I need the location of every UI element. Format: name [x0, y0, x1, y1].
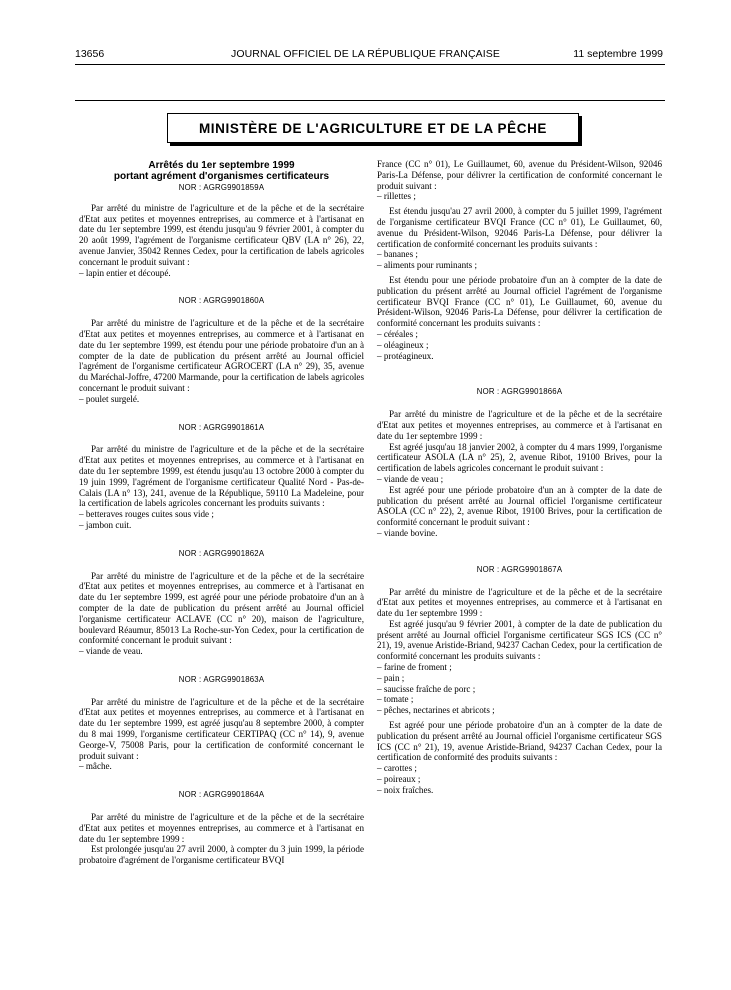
arrete-paragraph: Par arrêté du ministre de l'agriculture et de la pêche et de la secrétaire d'Etat aux petites et moyennes entreprises, au commerce et à l'artisanat en date du 1er septembre 1999 :: [79, 812, 364, 844]
arrete-paragraph: Est agréé jusqu'au 18 janvier 2002, à compter du 4 mars 1999, l'organisme certificateur ASOLA (LA n° 25), 2, avenue Ribot, 19100 Brives, pour la certification de labels agricoles concernant le produit suivant :: [377, 441, 662, 474]
arrete-paragraph: Par arrêté du ministre de l'agriculture et de la pêche et de la secrétaire d'Etat aux petites et moyennes entreprises, au commerce et à l'artisanat en date du 1er septembre 1999, est étendu jusqu'au 9 février 2001, à compter du 20 août 1999, l'agrément de l'organisme certificateur QBV (LA n° 26), 22, avenue Janvier, 35042 Rennes Cedex, pour la certification de labels agricoles concernant le produit suivant :: [79, 202, 364, 267]
product-item: – mâche.: [79, 761, 364, 772]
product-item: – viande de veau.: [79, 646, 364, 657]
nor-reference: NOR : AGRG9901860A: [178, 296, 265, 306]
arrete-paragraph: Par arrêté du ministre de l'agriculture et de la pêche et de la secrétaire d'Etat aux petites et moyennes entreprises, au commerce et à l'artisanat en date du 1er septembre 1999, est étendu jusqu'au 13 octobre 2000 à compter du 19 juin 1999, l'agrément de l'organisme certificateur Qualité Nord - Pas-de-Calais (LA n° 13), 241, avenue de la République, 59110 La Madeleine, pour la certification de labels agricoles concernant les produits suivants :: [79, 444, 364, 509]
arrete-paragraph: Par arrêté du ministre de l'agriculture et de la pêche et de la secrétaire d'Etat aux petites et moyennes entreprises, au commerce et à l'artisanat en date du 1er septembre 1999 :: [377, 409, 662, 441]
product-item: – bananes ;: [377, 249, 662, 260]
left-column: [79, 160, 364, 866]
product-item: – poulet surgelé.: [79, 394, 364, 405]
arrete-paragraph: Par arrêté du ministre de l'agriculture et de la pêche et de la secrétaire d'Etat aux petites et moyennes entreprises, au commerce et à l'artisanat en date du 1er septembre 1999, est étendu pour une période probatoire d'un an à compter de la date de publication du présent arrêté au Journal officiel l'agrément de l'organisme certificateur AGROCERT (LA n° 29), 35, avenue du Maréchal-Joffre, 47200 Marmande, pour la certification de labels agricoles concernant le produit suivant :: [79, 318, 364, 393]
journal-title: JOURNAL OFFICIEL DE LA RÉPUBLIQUE FRANÇAISE: [231, 48, 500, 60]
nor-reference: NOR : AGRG9901867A: [476, 564, 563, 574]
product-item: – protéagineux.: [377, 351, 662, 362]
product-item: – aliments pour ruminants ;: [377, 260, 662, 271]
product-item: – pêches, nectarines et abricots ;: [377, 705, 662, 716]
arretes-title-line2: portant agrément d'organismes certificateurs: [113, 171, 330, 182]
issue-date: 11 septembre 1999: [573, 48, 663, 60]
arrete-paragraph: France (CC n° 01), Le Guillaumet, 60, avenue du Président-Wilson, 92046 Paris-La Défense, pour délivrer la certification de conformité concernant le produit suivant :: [377, 159, 662, 191]
product-item: – tomate ;: [377, 694, 662, 705]
product-item: – poireaux ;: [377, 774, 662, 785]
nor-reference: NOR : AGRG9901866A: [476, 387, 563, 397]
product-item: – rillettes ;: [377, 191, 662, 202]
product-item: – betteraves rouges cuites sous vide ;: [79, 509, 364, 520]
ministry-heading: MINISTÈRE DE L'AGRICULTURE ET DE LA PÊCHE: [167, 113, 579, 143]
arrete-paragraph: Est étendu jusqu'au 27 avril 2000, à compter du 5 juillet 1999, l'agrément de l'organisme certificateur BVQI France (CC n° 01), Le Guillaumet, 60, avenue du Président-Wilson, 92046 Paris-La Défense, pour délivrer la certification de conformité concernant les produits suivants :: [377, 206, 662, 249]
arretes-title-line1: Arrêtés du 1er septembre 1999: [148, 160, 295, 171]
arrete-paragraph: Est agréé jusqu'au 9 février 2001, à compter de la date de publication du présent arrêté au Journal officiel l'organisme certificateur SGS ICS (CC n° 21), 19, avenue Aristide-Briand, 94237 Cachan Cedex, pour la certification de conformité concernant les produits suivants :: [377, 618, 662, 662]
arrete-paragraph: Par arrêté du ministre de l'agriculture et de la pêche et de la secrétaire d'Etat aux petites et moyennes entreprises, au commerce et à l'artisanat en date du 1er septembre 1999, est agréé jusqu'au 8 septembre 2000, à compter du 8 mai 1999, l'organisme certificateur CERTIPAQ (CC n° 14), 9, avenue George-V, 75008 Paris, pour la certification de conformité concernant le produit suivant :: [79, 696, 364, 761]
nor-reference: NOR : AGRG9901861A: [178, 422, 265, 432]
nor-reference: NOR : AGRG9901864A: [178, 790, 265, 800]
nor-reference: NOR : AGRG9901862A: [178, 548, 265, 558]
arrete-paragraph: Par arrêté du ministre de l'agriculture et de la pêche et de la secrétaire d'Etat aux petites et moyennes entreprises, au commerce et à l'artisanat en date du 1er septembre 1999 :: [377, 586, 662, 619]
section-rule: [75, 100, 665, 101]
product-item: – céréales ;: [377, 329, 662, 340]
product-item: – oléagineux ;: [377, 340, 662, 351]
product-item: – viande bovine.: [377, 528, 662, 539]
product-item: – farine de froment ;: [377, 662, 662, 673]
arrete-paragraph: Par arrêté du ministre de l'agriculture et de la pêche et de la secrétaire d'Etat aux petites et moyennes entreprises, au commerce et à l'artisanat en date du 1er septembre 1999, est agréé pour une période probatoire d'un an à compter de la date de publication du présent arrêté au Journal officiel l'organisme certificateur ACLAVE (CC n° 20), maison de l'agriculture, boulevard Réaumur, 85013 La Roche-sur-Yon Cedex, pour la certification de conformité concernant le produit suivant :: [79, 570, 364, 646]
right-column: [377, 159, 662, 796]
nor-reference: NOR : AGRG9901863A: [178, 674, 265, 684]
header-rule: [75, 64, 665, 65]
arrete-paragraph: Est agréé pour une période probatoire d'un an à compter de la date de publication du présent arrêté au Journal officiel l'organisme certificateur SGS ICS (CC n° 21), 19, avenue Aristide-Briand, 94237 Cachan Cedex, pour la certification de conformité des produits suivants :: [377, 720, 662, 763]
product-item: – jambon cuit.: [79, 520, 364, 531]
product-item: – lapin entier et découpé.: [79, 268, 364, 279]
page-number: 13656: [75, 48, 105, 60]
product-item: – saucisse fraîche de porc ;: [377, 684, 662, 695]
product-item: – noix fraîches.: [377, 785, 662, 796]
nor-reference: NOR : AGRG9901859A: [178, 183, 265, 192]
arrete-paragraph: Est prolongée jusqu'au 27 avril 2000, à compter du 3 juin 1999, la période probatoire d'agrément de l'organisme certificateur BVQI: [79, 844, 364, 866]
product-item: – pain ;: [377, 673, 662, 684]
arrete-paragraph: Est agréé pour une période probatoire d'un an à compter de la date de publication du présent arrêté au Journal officiel l'organisme certificateur ASOLA (CC n° 22), 2, avenue Ribot, 19100 Brives, pour la certification de conformité concernant le produit suivant :: [377, 484, 662, 528]
product-item: – viande de veau ;: [377, 474, 662, 485]
product-item: – carottes ;: [377, 763, 662, 774]
arrete-paragraph: Est étendu pour une période probatoire d'un an à compter de la date de publication du présent arrêté au Journal officiel l'agrément de l'organisme certificateur BVQI France (CC n° 01), Le Guillaumet, 60, avenue du Président-Wilson, 92046 Paris-La Défense, pour délivrer la certification de conformité concernant les produits suivants :: [377, 274, 662, 329]
